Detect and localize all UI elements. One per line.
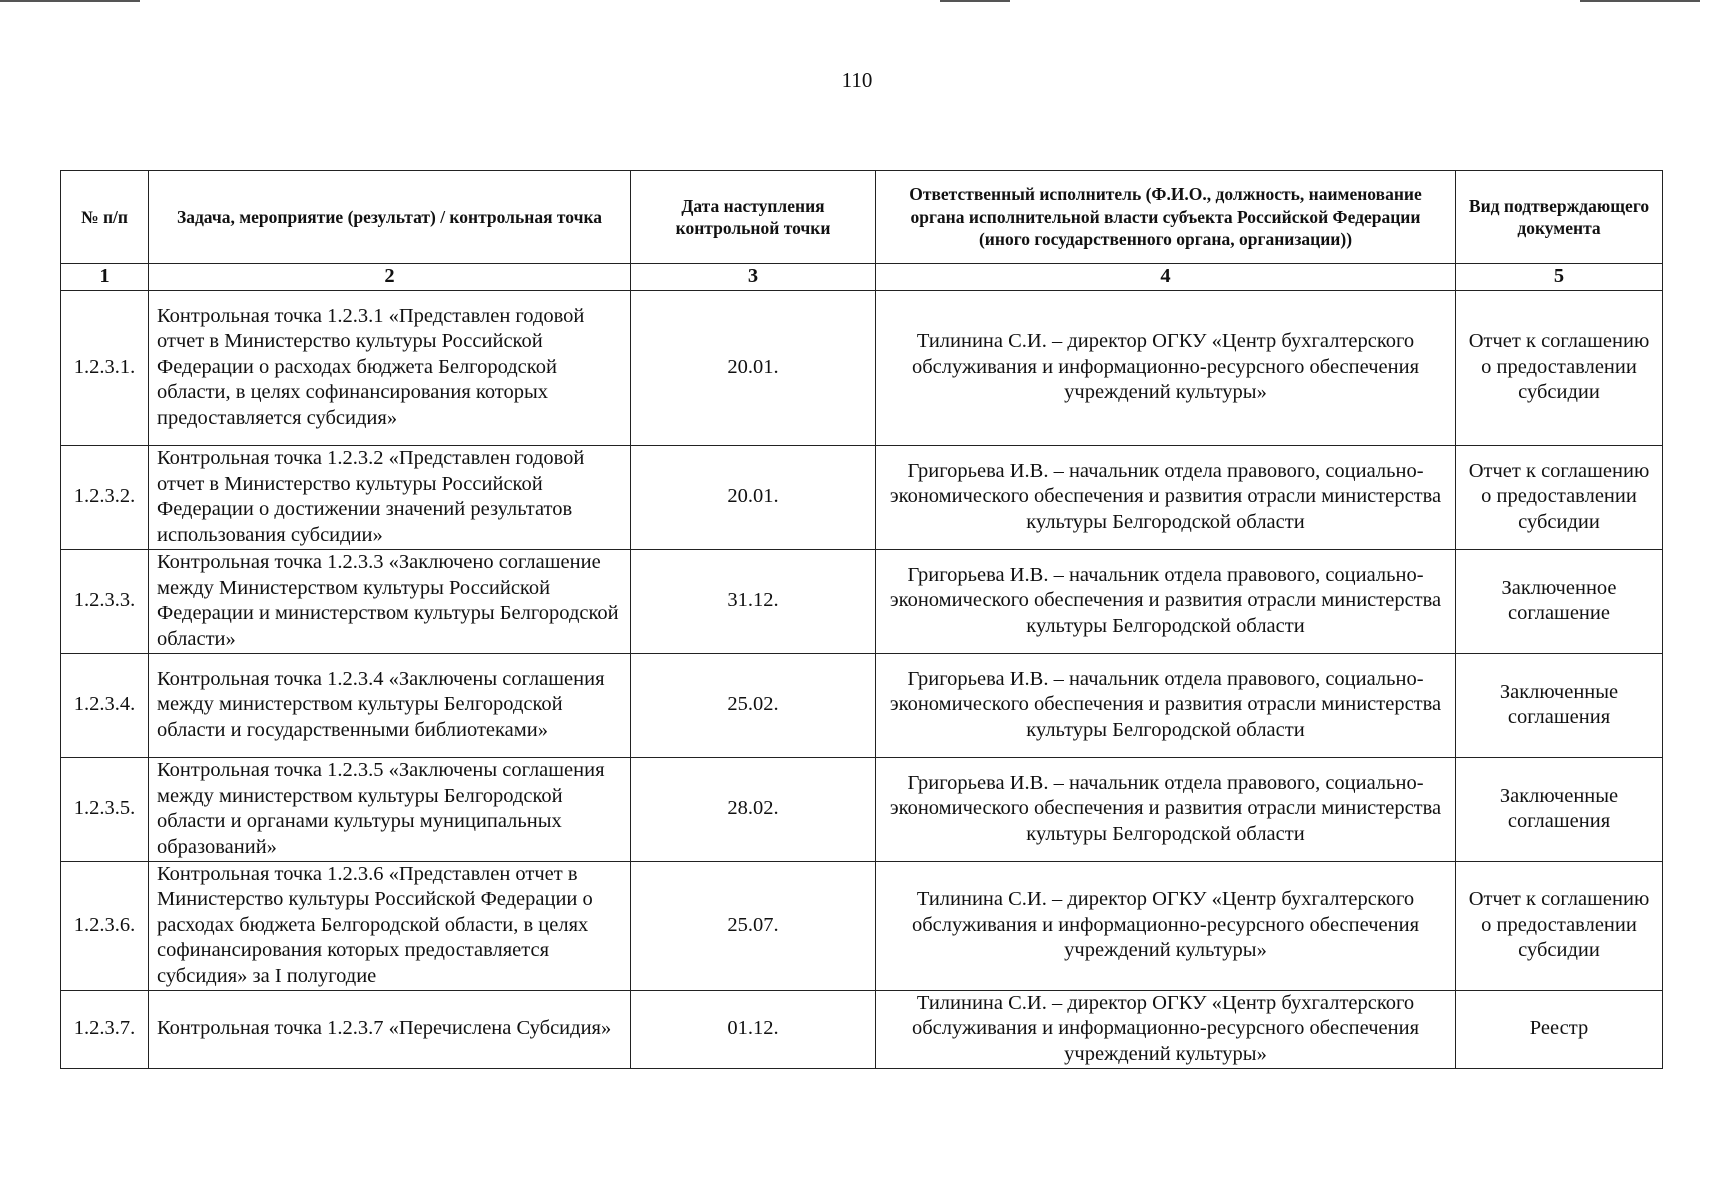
row-task: Контрольная точка 1.2.3.3 «Заключено соглашение между Министерством культуры Российской Федерации и министерством культуры Белгородской области» <box>149 549 631 653</box>
table-header-row <box>61 171 1663 264</box>
row-number: 1.2.3.6. <box>61 861 149 990</box>
row-document: Заключенные соглашения <box>1456 653 1663 757</box>
column-number: 4 <box>876 264 1456 291</box>
row-date: 20.01. <box>631 290 876 445</box>
table-row <box>61 653 1663 757</box>
header-document: Вид подтверждающего документа <box>1456 171 1663 264</box>
row-responsible: Григорьева И.В. – начальник отдела правового, социально-экономического обеспечения и развития отрасли министерства культуры Белгородской области <box>876 549 1456 653</box>
row-document: Отчет к соглашению о предоставлении субсидии <box>1456 290 1663 445</box>
column-number: 5 <box>1456 264 1663 291</box>
row-document: Отчет к соглашению о предоставлении субсидии <box>1456 861 1663 990</box>
row-date: 25.07. <box>631 861 876 990</box>
header-responsible: Ответственный исполнитель (Ф.И.О., должность, наименование органа исполнительной власти субъекта Российской Федерации (иного государственного органа, организации)) <box>876 171 1456 264</box>
row-number: 1.2.3.5. <box>61 757 149 861</box>
header-date: Дата наступления контрольной точки <box>631 171 876 264</box>
row-number: 1.2.3.2. <box>61 445 149 549</box>
row-task: Контрольная точка 1.2.3.6 «Представлен отчет в Министерство культуры Российской Федерации о расходах бюджета Белгородской области, в целях софинансирования которых предоставляется субсидия» за I полугодие <box>149 861 631 990</box>
table-row <box>61 757 1663 861</box>
row-responsible: Григорьева И.В. – начальник отдела правового, социально-экономического обеспечения и развития отрасли министерства культуры Белгородской области <box>876 653 1456 757</box>
header-task: Задача, мероприятие (результат) / контрольная точка <box>149 171 631 264</box>
row-date: 31.12. <box>631 549 876 653</box>
row-number: 1.2.3.7. <box>61 990 149 1068</box>
control-points-table <box>60 170 1663 1069</box>
row-responsible: Тилинина С.И. – директор ОГКУ «Центр бухгалтерского обслуживания и информационно-ресурсного обеспечения учреждений культуры» <box>876 861 1456 990</box>
row-date: 20.01. <box>631 445 876 549</box>
row-document: Отчет к соглашению о предоставлении субсидии <box>1456 445 1663 549</box>
row-task: Контрольная точка 1.2.3.7 «Перечислена Субсидия» <box>149 990 631 1068</box>
table-row <box>61 990 1663 1068</box>
row-number: 1.2.3.1. <box>61 290 149 445</box>
column-number: 2 <box>149 264 631 291</box>
column-number: 1 <box>61 264 149 291</box>
scan-edge-line <box>0 0 140 2</box>
column-number: 3 <box>631 264 876 291</box>
row-document: Реестр <box>1456 990 1663 1068</box>
row-date: 28.02. <box>631 757 876 861</box>
row-responsible: Тилинина С.И. – директор ОГКУ «Центр бухгалтерского обслуживания и информационно-ресурсного обеспечения учреждений культуры» <box>876 290 1456 445</box>
table-row <box>61 290 1663 445</box>
row-document: Заключенное соглашение <box>1456 549 1663 653</box>
scan-edge-line <box>940 0 1010 2</box>
row-date: 25.02. <box>631 653 876 757</box>
row-responsible: Григорьева И.В. – начальник отдела правового, социально-экономического обеспечения и развития отрасли министерства культуры Белгородской области <box>876 445 1456 549</box>
row-task: Контрольная точка 1.2.3.1 «Представлен годовой отчет в Министерство культуры Российской Федерации о расходах бюджета Белгородской области, в целях софинансирования которых предоставляется субсидия» <box>149 290 631 445</box>
row-date: 01.12. <box>631 990 876 1068</box>
row-task: Контрольная точка 1.2.3.4 «Заключены соглашения между министерством культуры Белгородской области и государственными библиотеками» <box>149 653 631 757</box>
column-number-row <box>61 264 1663 291</box>
row-responsible: Григорьева И.В. – начальник отдела правового, социально-экономического обеспечения и развития отрасли министерства культуры Белгородской области <box>876 757 1456 861</box>
page-number: 110 <box>841 68 873 92</box>
scan-edge-line <box>1580 0 1700 2</box>
row-number: 1.2.3.3. <box>61 549 149 653</box>
row-number: 1.2.3.4. <box>61 653 149 757</box>
table-row <box>61 549 1663 653</box>
table-row <box>61 861 1663 990</box>
row-task: Контрольная точка 1.2.3.5 «Заключены соглашения между министерством культуры Белгородской области и органами культуры муниципальных образований» <box>149 757 631 861</box>
row-responsible: Тилинина С.И. – директор ОГКУ «Центр бухгалтерского обслуживания и информационно-ресурсного обеспечения учреждений культуры» <box>876 990 1456 1068</box>
row-document: Заключенные соглашения <box>1456 757 1663 861</box>
row-task: Контрольная точка 1.2.3.2 «Представлен годовой отчет в Министерство культуры Российской Федерации о достижении значений результатов использования субсидии» <box>149 445 631 549</box>
header-number: № п/п <box>61 171 149 264</box>
table-row <box>61 445 1663 549</box>
